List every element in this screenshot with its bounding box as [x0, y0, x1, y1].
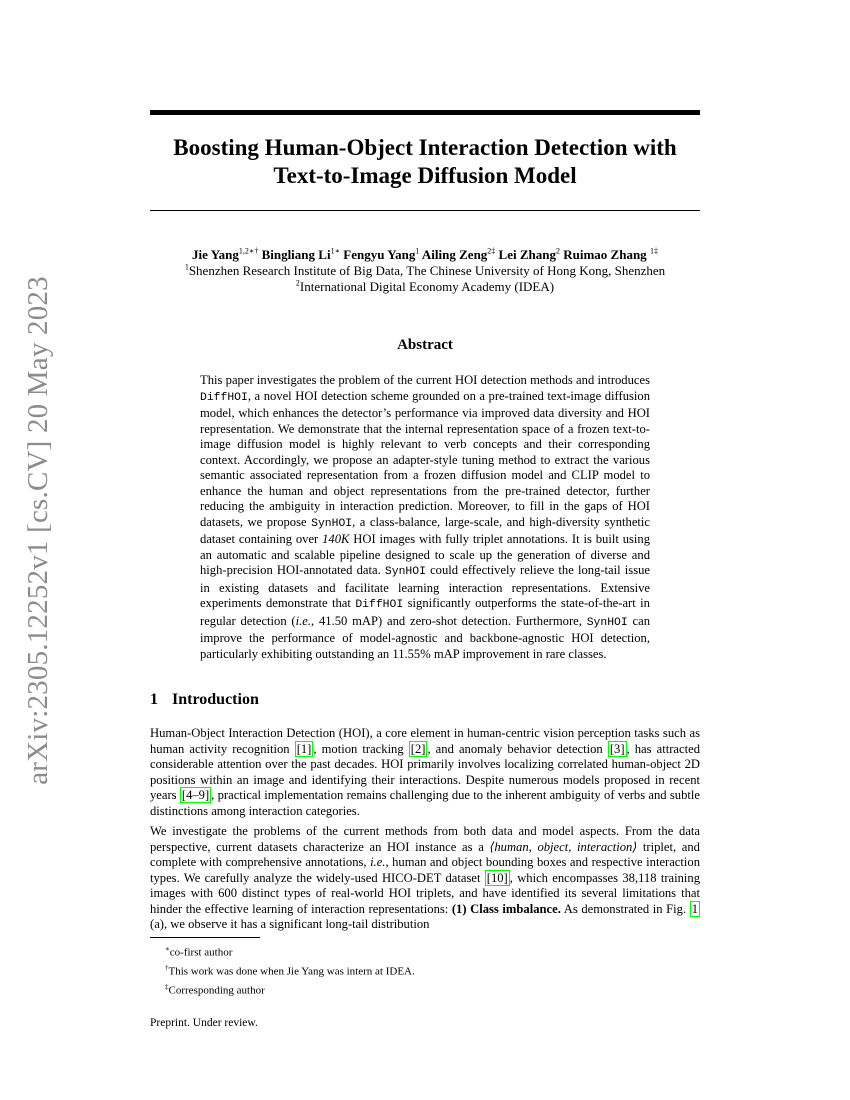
paragraph-text: Human-Object Interaction Detection (HOI), a core element in human-centric vision perception tasks such as human activity recognition [150, 726, 700, 756]
intro-paragraph-1 [150, 726, 700, 819]
paragraph-text: , has attracted considerable attention over the past decades. HOI primarily involves localizing correlated human-object 2D positions within an image and identifying their interactions. Despite numerous models proposed in recent years [150, 741, 700, 802]
title-top-rule [150, 110, 700, 115]
dataset-size: 140K [322, 532, 350, 546]
author-name: Lei Zhang [498, 247, 556, 262]
footnote-item [165, 942, 415, 961]
section-number: 1 [150, 691, 158, 708]
footnote-item [165, 980, 415, 999]
abstract-text: , 41.50 mAP) and zero-shot detection. Furthermore, [311, 613, 587, 628]
affiliation-mark: 1 [184, 262, 189, 272]
footnotes [165, 942, 415, 999]
author-marks: 1∗ [330, 246, 340, 256]
paragraph-text: , practical implementation remains challenging due to the inherent ambiguity of verbs and subtle distinctions among interaction categories. [150, 788, 700, 818]
footnote-mark: ‡ [165, 983, 169, 992]
author-marks: 2‡ [487, 246, 496, 256]
paragraph-text: , motion tracking [313, 741, 409, 756]
paragraph-text: As demonstrated in Fig. [560, 901, 690, 916]
citation-link[interactable]: [3] [609, 741, 625, 756]
footnote-text: This work was done when Jie Yang was intern at IDEA. [168, 965, 415, 978]
paragraph-text: , human and object bounding boxes and respective interaction types. We carefully analyze the widely-used HICO-DET dataset [150, 855, 700, 885]
title-line-1: Boosting Human-Object Interaction Detection with [173, 135, 677, 160]
citation-link[interactable]: [1] [296, 741, 312, 756]
title-line-2: Text-to-Image Diffusion Model [273, 163, 577, 188]
footnote-text: co-first author [169, 946, 233, 959]
abstract-text: HOI images with fully triplet annotations. It is built using an automatic and scalable pipeline designed to scale up the generation of diverse and high-precision HOI-annotated data. [200, 532, 650, 577]
abstract-text: could effectively relieve the long-tail issue in existing datasets and facilitate learning interaction representations. Extensive experiments demonstrate that [200, 563, 650, 610]
abstract-text: This paper investigates the problem of the current HOI detection methods and introduces [200, 373, 650, 387]
abstract-text: , a class-balance, large-scale, and high-diversity synthetic dataset containing over [200, 514, 650, 546]
abstract-text: can improve the performance of model-agnostic and backbone-agnostic HOI detection, particularly exhibiting outstanding an 11.55% mAP improvement in rare classes. [200, 613, 651, 661]
abstract-heading: Abstract [397, 337, 453, 353]
affiliation-text: Shenzhen Research Institute of Big Data, The Chinese University of Hong Kong, Shenzhen [188, 263, 666, 278]
footnote-text: Corresponding author [168, 984, 265, 997]
citation-link[interactable]: [10] [486, 870, 508, 885]
footnote-item [165, 961, 415, 980]
author-name: Jie Yang [192, 247, 239, 262]
bold-limitation-label: (1) Class imbalance. [451, 901, 561, 916]
dataset-name: SynHOI [586, 616, 628, 629]
dataset-name: SynHOI [384, 566, 426, 578]
citation-link[interactable]: [4–9] [181, 788, 210, 802]
author-marks: 1‡ [649, 246, 658, 256]
author-marks: 2 [555, 246, 560, 256]
intro-paragraph-2 [150, 824, 700, 933]
paragraph-text: (a), we observe it has a significant long-tail distribution [150, 917, 430, 931]
affiliation-mark: 2 [295, 278, 300, 288]
section-title: Introduction [172, 691, 259, 708]
author-name: Ailing Zeng [421, 247, 488, 262]
section-heading-introduction [150, 691, 259, 709]
paragraph-text: , which encompasses 38,118 training images with 600 distinct types of real-world HOI triplets, and have identified its several limitations that hinder the effective learning of interaction representations: [150, 870, 700, 916]
arxiv-id-text: arXiv:2305.12252v1 [cs.CV] 20 May 2023 [21, 275, 54, 785]
citation-link[interactable]: [2] [410, 741, 426, 756]
arxiv-identifier-stamp [18, 275, 58, 785]
paragraph-text: triplet, and complete with comprehensive annotations, [150, 839, 700, 869]
affiliation-1 [150, 263, 700, 279]
author-marks: 1,2∗† [238, 246, 259, 256]
author-list [150, 247, 700, 263]
abstract-text: , a novel HOI detection scheme grounded on a pre-trained text-image diffusion model, which enhances the detector’s performance via improved data diversity and HOI representation. We demonstrate that the internal representation space of a frozen text-to-image diffusion model is highly relevant to verb concepts and their corresponding context. Accordingly, we propose an adapter-style tuning method to extract the various semantic associated representation from a frozen diffusion model and CLIP model to enhance the human and object representations from the pre-trained detector, further reducing the ambiguity in interaction prediction. Moreover, to fill in the gaps of HOI datasets, we propose [200, 388, 650, 529]
abstract-text: significantly outperforms the state-of-the-art in regular detection ( [200, 596, 650, 628]
author-marks: 1 [415, 246, 420, 256]
paper-title [150, 134, 700, 190]
author-name: Ruimao Zhang [563, 247, 647, 262]
abstract-ie: i.e. [295, 613, 312, 628]
preprint-note: Preprint. Under review. [150, 1017, 258, 1029]
figure-reference-link[interactable]: 1 [691, 901, 698, 916]
method-name: DiffHOI [200, 391, 248, 404]
dataset-name: SynHOI [311, 517, 353, 530]
paragraph-text: We investigate the problems of the current methods from both data and model aspects. From the data perspective, current datasets characterize an HOI instance as a [150, 824, 700, 854]
affiliation-text: International Digital Economy Academy (IDEA) [299, 279, 555, 294]
paragraph-ie: i.e. [370, 855, 386, 869]
footnote-mark: ∗ [165, 945, 170, 953]
affiliation-2 [150, 279, 700, 295]
footnote-rule [150, 937, 260, 938]
hoi-triplet: ⟨human, object, interaction⟩ [489, 839, 638, 854]
abstract-body [200, 373, 650, 662]
method-name: DiffHOI [355, 599, 404, 611]
footnote-mark: † [165, 964, 169, 973]
title-bottom-rule [150, 210, 700, 211]
author-block [150, 247, 700, 295]
author-name: Bingliang Li [261, 247, 331, 262]
paragraph-text: , and anomaly behavior detection [427, 741, 608, 756]
author-name: Fengyu Yang [343, 247, 416, 262]
